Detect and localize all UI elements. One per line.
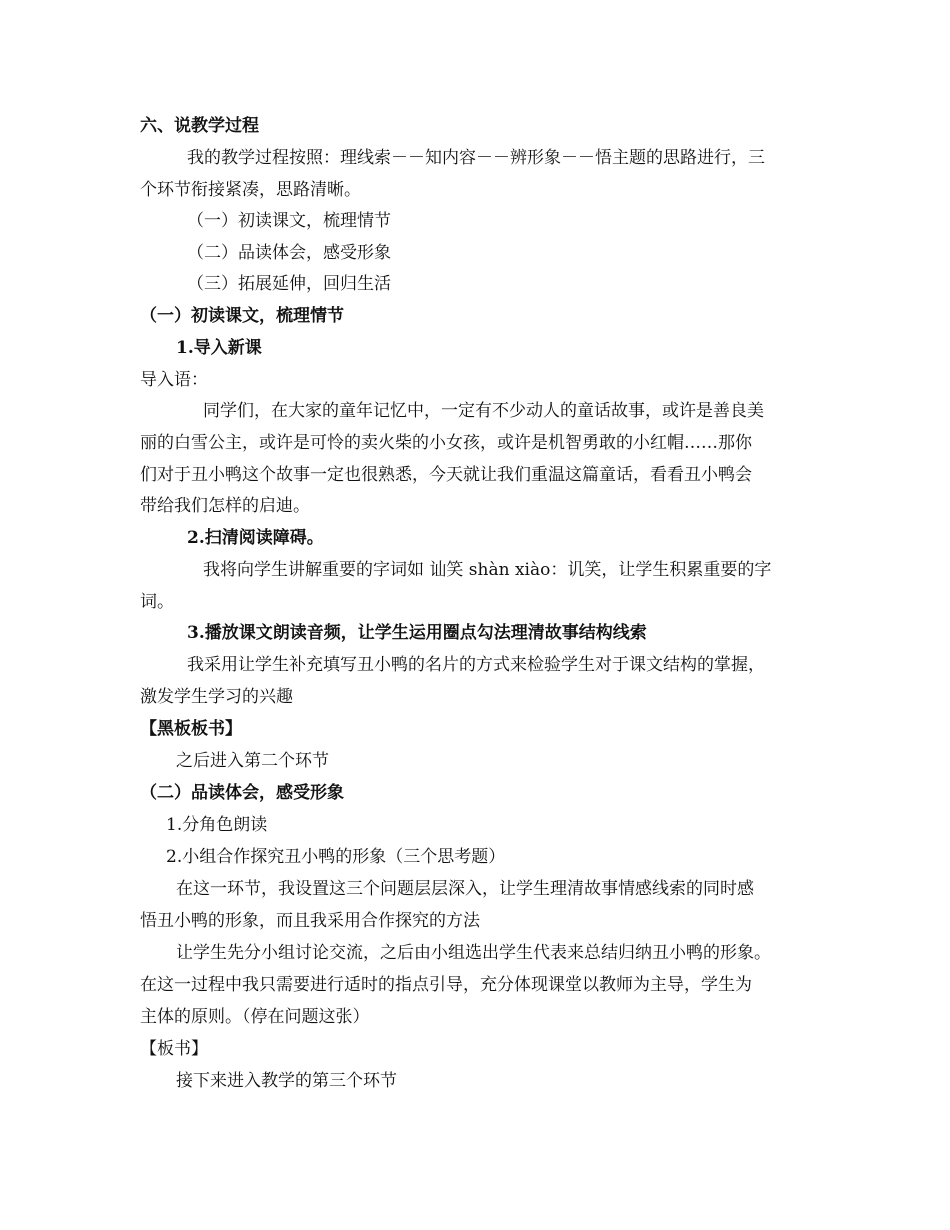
outline-item-1: （一）初读课文，梳理情节 [187,211,391,231]
outline-item-2: （二）品读体会，感受形象 [187,243,391,263]
part1-step2-title: 2.扫清阅读障碍。 [187,528,324,548]
part1-step1-title: 1.导入新课 [176,338,262,358]
part1-step1-text-1: 同学们，在大家的童年记忆中，一定有不少动人的童话故事，或许是善良美 [203,401,764,421]
part1-step1-text-2: 丽的白雪公主，或许是可怜的卖火柴的小女孩，或许是机智勇敢的小红帽……那你 [140,433,752,453]
part1-step2-text-2: 词。 [140,592,174,612]
part2-transition: 接下来进入教学的第三个环节 [176,1071,397,1091]
section-heading: 六、说教学过程 [140,116,259,136]
part2-para1-line-1: 在这一环节，我设置这三个问题层层深入，让学生理清故事情感线索的同时感 [176,879,754,899]
part1-step3-text-2: 激发学生学习的兴趣 [140,687,293,707]
part1-step1-text-4: 带给我们怎样的启迪。 [140,496,310,516]
intro-line-2: 个环节衔接紧凑，思路清晰。 [140,180,361,200]
part1-step3-text-1: 我采用让学生补充填写丑小鸭的名片的方式来检验学生对于课文结构的掌握， [187,655,765,675]
part2-item-1: 1.分角色朗读 [166,815,268,835]
part2-para2-line-3: 主体的原则。（停在问题这张） [140,1007,370,1027]
intro-line-1: 我的教学过程按照：理线索－－知内容－－辨形象－－悟主题的思路进行，三 [187,148,765,168]
part1-step3-title: 3.播放课文朗读音频，让学生运用圈点勾法理清故事结构线索 [187,623,647,643]
part2-item-2: 2.小组合作探究丑小鸭的形象（三个思考题） [166,847,506,867]
part1-step2-text-1: 我将向学生讲解重要的字词如 讪笑 shàn xiào：讥笑，让学生积累重要的字 [203,560,772,580]
part1-title: （一）初读课文，梳理情节 [140,306,344,326]
part2-board-label: 【板书】 [140,1039,208,1059]
part1-step1-text-3: 们对于丑小鸭这个故事一定也很熟悉，今天就让我们重温这篇童话，看看丑小鸭会 [140,465,752,485]
part1-transition: 之后进入第二个环节 [176,751,329,771]
part1-board-label: 【黑板板书】 [140,719,242,739]
part2-para1-line-2: 悟丑小鸭的形象，而且我采用合作探究的方法 [140,911,480,931]
part2-title: （二）品读体会，感受形象 [140,783,344,803]
part2-para2-line-1: 让学生先分小组讨论交流，之后由小组选出学生代表来总结归纳丑小鸭的形象。 [176,943,771,963]
part1-step1-label: 导入语： [140,370,208,390]
outline-item-3: （三）拓展延伸，回归生活 [187,274,391,294]
part2-para2-line-2: 在这一过程中我只需要进行适时的指点引导，充分体现课堂以教师为主导，学生为 [140,975,752,995]
